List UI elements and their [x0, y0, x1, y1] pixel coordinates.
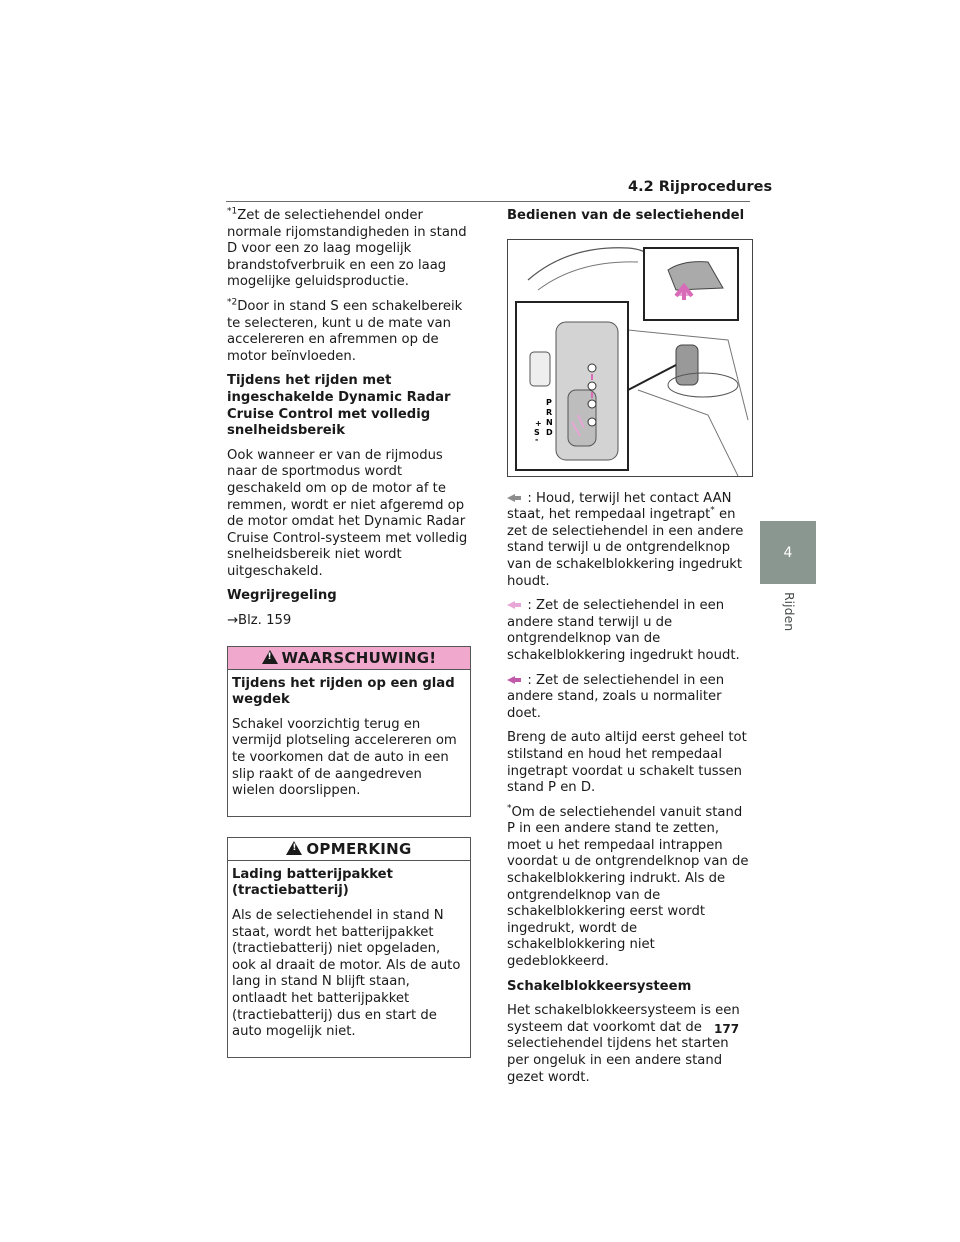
header-divider [226, 201, 750, 202]
legend-text: : Zet de selectiehendel in een andere stand, zoals u normaliter doet. [507, 672, 725, 721]
page-reference-link[interactable]: →Blz. 159 [227, 613, 292, 629]
footnote-text: Om de selectiehendel vanuit stand P in een andere stand te zetten, moet u het rempedaal intrappen voordat u de ontgrendelknop van de schakelblokkering indrukt. Als de ontgrendelknop van de schakelblokkering eerst wordt ingedrukt, wordt de schakelblokkering niet gedeblokkeerd. [507, 804, 749, 970]
footnote-text: Door in stand S een schakelbereik te selecteren, kunt u de mate van accelereren en afremmen op de motor beïnvloeden. [227, 298, 463, 364]
notice-subtitle: Lading batterijpakket (tractiebatterij) [232, 866, 393, 899]
right-column [507, 208, 753, 1094]
chapter-label: Rijden [782, 592, 797, 632]
gear-label-minus: - [535, 434, 539, 444]
footnote-2 [227, 299, 471, 365]
shift-lever-drawing [508, 240, 752, 476]
warning-subtitle: Tijdens het rijden op een glad wegdek [232, 675, 455, 708]
legend-text: : Zet de selectiehendel in een andere stand terwijl u de ontgrendelknop van de schakelblokkering ingedrukt houdt. [507, 598, 740, 663]
heading-bedienen: Bedienen van de selectiehendel [507, 208, 745, 223]
notice-box [227, 837, 471, 1058]
heading-wegrijregeling: Wegrijregeling [227, 588, 337, 604]
heading-radar-cruise: Tijdens het rijden met ingeschakelde Dynamic Radar Cruise Control met volledig snelheidsbereik [227, 373, 451, 439]
gear-label-r: R [546, 407, 553, 417]
section-title: 4.2 Rijprocedures [628, 179, 773, 195]
paragraph-radar-cruise: Ook wanneer er van de rijmodus naar de sportmodus wordt geschakeld om op de motor af te remmen, wordt er niet afgeremd op de motor omdat het Dynamic Radar Cruise Control-systeem met volledig snelheidsbereik niet wordt uitgeschakeld. [227, 447, 468, 579]
footnote-mark: *1 [227, 206, 238, 217]
footnote-1 [227, 208, 471, 291]
arrow-pink-icon [507, 676, 515, 684]
paragraph-schakelblokkeer: Het schakelblokkeersysteem is een systeem dat voorkomt dat de selectiehendel tijdens het starten per ongeluk in een andere stand gezet wordt. [507, 1003, 740, 1085]
left-column [227, 208, 471, 1058]
footnote-mark: * [710, 505, 715, 516]
legend-item-3 [507, 673, 753, 723]
gear-label-d: D [546, 427, 553, 437]
chapter-tab[interactable]: 4 [760, 521, 816, 584]
legend-text: : Houd, terwijl het contact AAN staat, het rempedaal ingetrapt [507, 490, 732, 523]
gear-label-plus: + [535, 418, 542, 428]
page-number: 177 [714, 1022, 740, 1036]
gear-label-n: N [546, 417, 553, 427]
warning-title: WAARSCHUWING! [281, 648, 437, 667]
shift-lever-illustration [507, 239, 753, 477]
arrow-gray-icon [507, 494, 515, 502]
caution-icon [286, 841, 302, 855]
paragraph-stop-first: Breng de auto altijd eerst geheel tot stilstand en houd het rempedaal ingetrapt voordat u schakelt tussen stand P en D. [507, 730, 747, 796]
footnote-mark: *2 [227, 297, 238, 308]
legend-item-1 [507, 491, 753, 591]
notice-header [228, 838, 470, 861]
warning-header [228, 647, 470, 670]
warning-icon [262, 650, 278, 664]
notice-title: OPMERKING [306, 839, 412, 858]
legend-item-2 [507, 598, 753, 664]
notice-body: Als de selectiehendel in stand N staat, wordt het batterijpakket (tractiebatterij) niet opgeladen, ook al draait de motor. Als de auto lang in stand N blijft staan, ontlaadt het batterijpakket (tractiebatterij) dus en start de auto mogelijk niet. [232, 908, 461, 1040]
heading-schakelblokkeer: Schakelblokkeersysteem [507, 978, 692, 994]
warning-box [227, 646, 471, 817]
footnote-shift-lock [507, 805, 753, 971]
legend-text: en zet de selectiehendel in een andere stand terwijl u de ontgrendelknop van de schakelblokkering ingedrukt houdt. [507, 507, 744, 589]
arrow-light-pink-icon [507, 601, 515, 609]
gear-label-s: S [534, 427, 540, 437]
footnote-text: Zet de selectiehendel onder normale rijomstandigheden in stand D voor een zo laag mogelijk brandstofverbruik en een zo laag mogelijke geluidsproductie. [227, 208, 467, 290]
warning-body: Schakel voorzichtig terug en vermijd plotseling accelereren om te voorkomen dat de auto in een slip raakt of de aangedreven wielen doorslippen. [232, 716, 457, 799]
footnote-mark: * [507, 803, 512, 814]
gear-label-p: P [546, 397, 552, 407]
